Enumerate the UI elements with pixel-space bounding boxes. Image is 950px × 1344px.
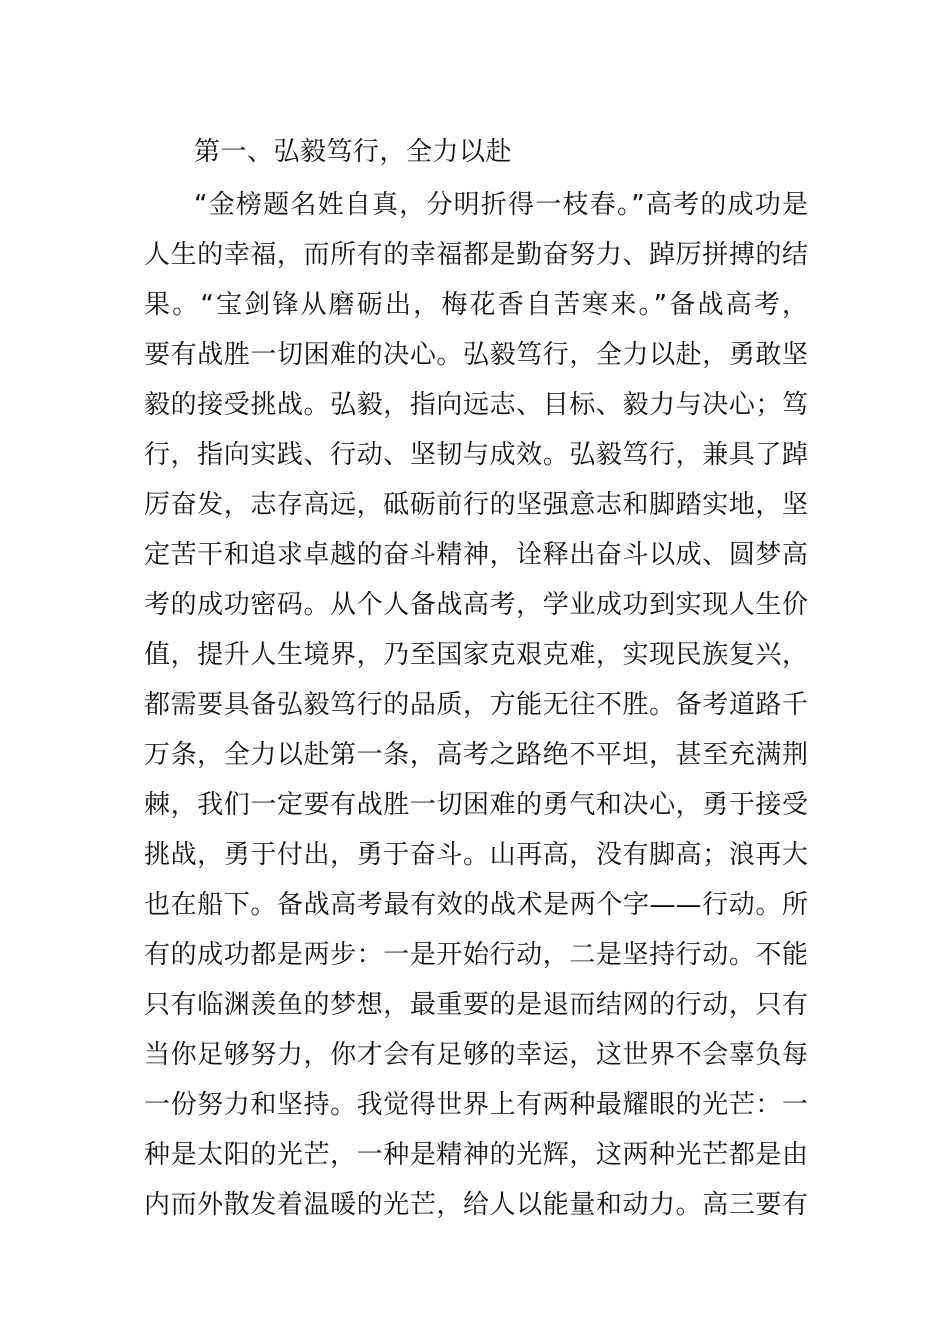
paragraph-line: 挑战，勇于付出，勇于奋斗。山再高，没有脚高；浪再大	[144, 840, 808, 870]
paragraph-line: 果。“宝剑锋从磨砺出，梅花香自苦寒来。”备战高考，	[144, 290, 808, 320]
paragraph-line: 值，提升人生境界，乃至国家克艰克难，实现民族复兴，	[144, 640, 808, 670]
paragraph-line: 厉奋发，志存高远，砥砺前行的坚强意志和脚踏实地，坚	[144, 490, 808, 520]
paragraph-line: 定苦干和追求卓越的奋斗精神，诠释出奋斗以成、圆梦高	[144, 540, 808, 570]
paragraph-line: 一份努力和坚持。我觉得世界上有两种最耀眼的光芒：一	[144, 1090, 808, 1120]
paragraph-line: 要有战胜一切困难的决心。弘毅笃行，全力以赴，勇敢坚	[144, 340, 808, 370]
paragraph-line: 棘，我们一定要有战胜一切困难的勇气和决心，勇于接受	[144, 790, 808, 820]
section-heading: 第一、弘毅笃行，全力以赴	[194, 137, 513, 167]
paragraph-line: “金榜题名姓自真，分明折得一枝春。”高考的成功是	[194, 190, 808, 220]
paragraph-line: 毅的接受挑战。弘毅，指向远志、目标、毅力与决心；笃	[144, 390, 808, 420]
paragraph-line: 行，指向实践、行动、坚韧与成效。弘毅笃行，兼具了踔	[144, 440, 808, 470]
paragraph-line: 人生的幸福，而所有的幸福都是勤奋努力、踔厉拼搏的结	[144, 240, 808, 270]
paragraph-line: 有的成功都是两步：一是开始行动，二是坚持行动。不能	[144, 940, 808, 970]
paragraph-line: 只有临渊羡鱼的梦想，最重要的是退而结网的行动，只有	[144, 990, 808, 1020]
body-paragraph	[144, 180, 808, 1230]
paragraph-line: 也在船下。备战高考最有效的战术是两个字——行动。所	[144, 890, 808, 920]
paragraph-line: 种是太阳的光芒，一种是精神的光辉，这两种光芒都是由	[144, 1140, 808, 1170]
paragraph-line: 万条，全力以赴第一条，高考之路绝不平坦，甚至充满荆	[144, 740, 808, 770]
paragraph-line: 考的成功密码。从个人备战高考，学业成功到实现人生价	[144, 590, 808, 620]
paragraph-line: 当你足够努力，你才会有足够的幸运，这世界不会辜负每	[144, 1040, 808, 1070]
paragraph-line: 内而外散发着温暖的光芒，给人以能量和动力。高三要有	[144, 1190, 808, 1220]
paragraph-line: 都需要具备弘毅笃行的品质，方能无往不胜。备考道路千	[144, 690, 808, 720]
